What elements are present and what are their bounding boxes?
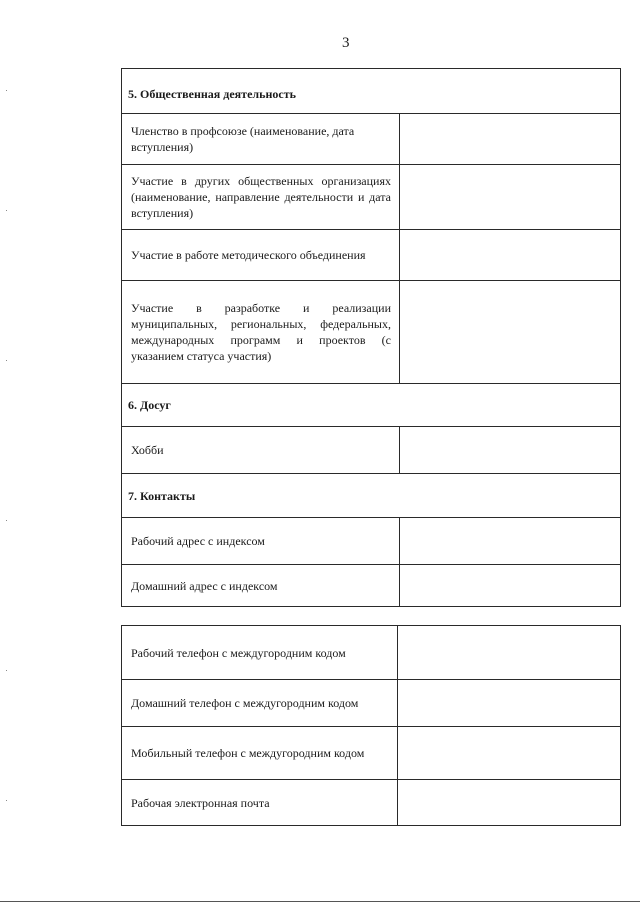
field-label-work-phone: Рабочий телефон с междугородним кодом bbox=[122, 626, 398, 680]
form-row bbox=[122, 165, 621, 230]
field-value-hobby[interactable] bbox=[400, 427, 621, 474]
form-row bbox=[122, 680, 621, 727]
form-row bbox=[122, 727, 621, 780]
field-label-work-email: Рабочая электронная почта bbox=[122, 780, 398, 826]
section-header-row bbox=[122, 384, 621, 427]
form-row bbox=[122, 230, 621, 281]
field-label-union-membership: Членство в профсоюзе (наименование, дата вступления) bbox=[122, 114, 400, 165]
field-value-union-membership[interactable] bbox=[400, 114, 621, 165]
form-row bbox=[122, 565, 621, 607]
field-label-other-organizations: Участие в других общественных организациях (наименование, направление деятельности и дата вступления) bbox=[122, 165, 400, 230]
section-title-leisure: 6. Досуг bbox=[122, 384, 621, 427]
section-header-row bbox=[122, 474, 621, 518]
field-value-work-address[interactable] bbox=[400, 518, 621, 565]
page-number: 3 bbox=[342, 35, 350, 51]
field-value-work-phone[interactable] bbox=[398, 626, 621, 680]
field-value-programs-projects[interactable] bbox=[400, 281, 621, 384]
field-label-hobby: Хобби bbox=[122, 427, 400, 474]
field-value-other-organizations[interactable] bbox=[400, 165, 621, 230]
field-value-work-email[interactable] bbox=[398, 780, 621, 826]
field-label-work-address: Рабочий адрес с индексом bbox=[122, 518, 400, 565]
field-label-programs-projects: Участие в разработке и реализации муниципальных, региональных, федеральных, международных программ и проектов (с указанием статуса участия) bbox=[122, 281, 400, 384]
page-bottom-edge bbox=[0, 901, 640, 902]
section-title-contacts: 7. Контакты bbox=[122, 474, 621, 518]
form-row bbox=[122, 114, 621, 165]
field-label-mobile-phone: Мобильный телефон с междугородним кодом bbox=[122, 727, 398, 780]
field-label-methodical-association: Участие в работе методического объединения bbox=[122, 230, 400, 281]
profile-form-table bbox=[121, 68, 621, 607]
form-row bbox=[122, 780, 621, 826]
field-label-home-address: Домашний адрес с индексом bbox=[122, 565, 400, 607]
field-value-mobile-phone[interactable] bbox=[398, 727, 621, 780]
form-row bbox=[122, 518, 621, 565]
section-header-row bbox=[122, 69, 621, 114]
contacts-form-table bbox=[121, 625, 621, 826]
field-value-home-address[interactable] bbox=[400, 565, 621, 607]
scan-edge-marks bbox=[6, 60, 8, 840]
field-value-methodical-association[interactable] bbox=[400, 230, 621, 281]
section-title-public-activity: 5. Общественная деятельность bbox=[122, 69, 621, 114]
form-row bbox=[122, 427, 621, 474]
form-row bbox=[122, 626, 621, 680]
field-value-home-phone[interactable] bbox=[398, 680, 621, 727]
form-row bbox=[122, 281, 621, 384]
field-label-home-phone: Домашний телефон с междугородним кодом bbox=[122, 680, 398, 727]
